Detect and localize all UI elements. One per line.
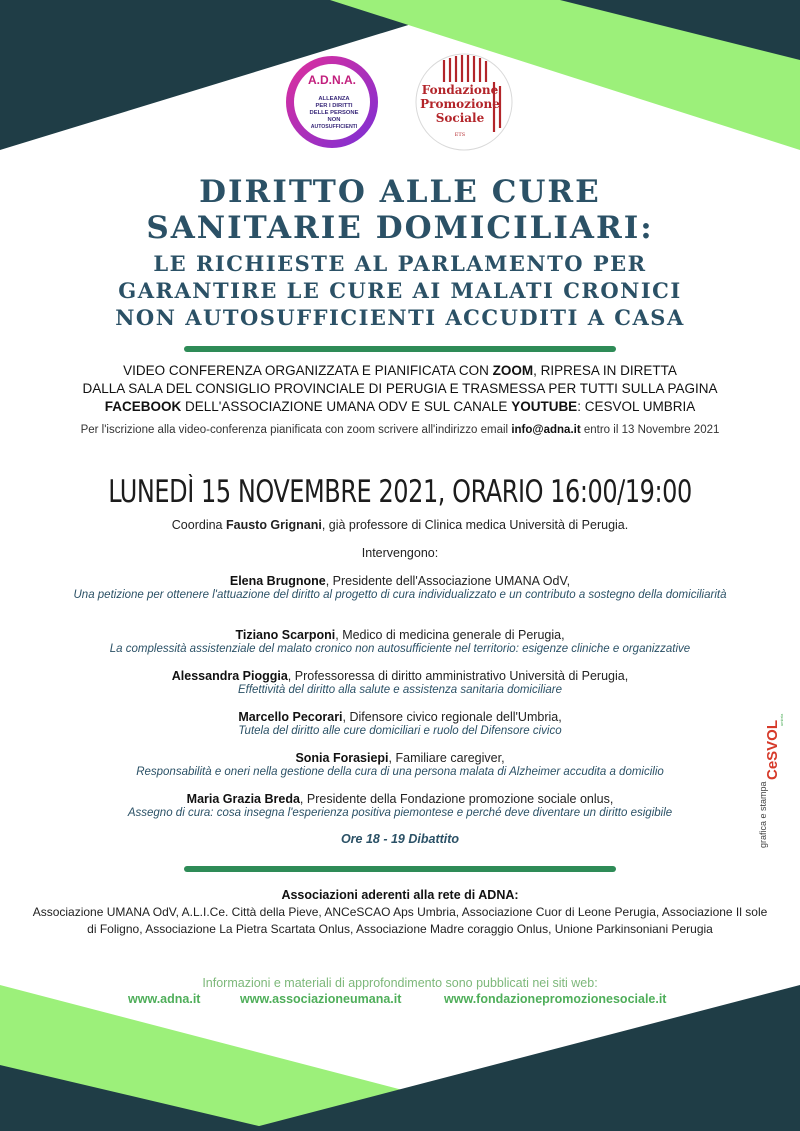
svg-text:NON: NON — [327, 117, 341, 123]
speaker: Sonia Forasiepi, Familiare caregiver, Responsabilità e oneri nella gestione della cura di una persona malata di Alzheimer accudita a domicilio — [136, 751, 664, 778]
info-note: Informazioni e materiali di approfondimento sono pubblicati nei siti web: — [202, 976, 598, 990]
adna-logo — [284, 54, 380, 150]
svg-text:Fondazione: Fondazione — [421, 83, 499, 97]
event-intro: VIDEO CONFERENZA ORGANIZZATA E PIANIFICATA CON ZOOM, RIPRESA IN DIRETTA DALLA SALA DEL CONSIGLIO PROVINCIALE DI PERUGIA E TRASMESSA PER TUTTI SULLA PAGINA FACEBOOK DELL'ASSOCIAZIONE UMANA ODV E SUL CANALE YOUTUBE: CESVOL UMBRIA — [82, 363, 718, 414]
svg-text:DELLE PERSONE: DELLE PERSONE — [309, 110, 359, 116]
svg-text:umbria: umbria — [779, 713, 784, 726]
speaker: Alessandra Pioggia, Professoressa di diritto amministrativo Università di Perugia, Effettività del diritto alla salute e assistenza sanitaria domiciliare — [171, 669, 629, 696]
svg-text:ALLEANZA: ALLEANZA — [318, 96, 350, 102]
divider-bottom — [184, 866, 616, 872]
print-credit — [728, 713, 788, 850]
svg-text:AUTOSUFFICIENTI: AUTOSUFFICIENTI — [310, 124, 358, 130]
svg-text:PER I DIRITTI: PER I DIRITTI — [315, 103, 353, 109]
debate-time: Ore 18 - 19 Dibattito — [340, 832, 460, 846]
interventions-label: Intervengono: — [361, 546, 439, 560]
speaker: Marcello Pecorari, Difensore civico regionale dell'Umbria, Tutela del diritto alle cure domiciliari e ruolo del Difensore civico — [238, 710, 562, 737]
email-link[interactable]: info@adna.it — [511, 424, 581, 436]
speaker: Tiziano Scarponi, Medico di medicina generale di Perugia, La complessità assistenziale del malato cronico non autosufficiente nel territorio: esigenze cliniche e organizzative — [109, 628, 691, 655]
associations-title: Associazioni aderenti alla rete di ADNA: — [281, 888, 519, 902]
speaker: Elena Brugnone, Presidente dell'Associazione UMANA OdV, Una petizione per ottenere l'attuazione del diritto al progetto di cura individualizzato e un contributo a sostegno della domiciliarità — [73, 574, 727, 601]
coordinator: Coordina Fausto Grignani, già professore di Clinica medica Università di Perugia. — [171, 518, 629, 532]
speaker: Maria Grazia Breda, Presidente della Fondazione promozione sociale onlus, Assegno di cura: cosa insegna l'esperienza positiva piemontese e perché deve diventare un diritto esigibile — [127, 792, 673, 819]
svg-text:ETS: ETS — [454, 132, 466, 138]
website-link-umana[interactable]: www.associazioneumana.it — [240, 992, 402, 1006]
main-title: DIRITTO ALLE CURE SANITARIE DOMICILIARI: — [146, 174, 654, 246]
registration-note: Per l'iscrizione alla video-conferenza pianificata con zoom scrivere all'indirizzo email info@adna.it entro il 13 Novembre 2021 — [80, 424, 720, 436]
fondazione-promozione-sociale-logo — [414, 52, 514, 152]
associations-list: Associazione UMANA OdV, A.L.I.Ce. Città della Pieve, ANCeSCAO Aps Umbria, Associazione Cuor di Leone Perugia, Associazione Il sole di Foligno, Associazione La Pietra Scartata Onlus, Associazione Madre coraggio Onlus, Unione Parkinsoniani Perugia — [32, 905, 768, 936]
cesvol-logo: CeSVOL — [764, 719, 781, 780]
event-date: LUNEDÌ 15 NOVEMBRE 2021, ORARIO 16:00/19:00 — [108, 474, 692, 510]
adna-acronym: A.D.N.A. — [308, 73, 356, 87]
svg-text:Sociale: Sociale — [435, 111, 485, 125]
svg-text:grafica e stampa: grafica e stampa — [758, 781, 768, 848]
svg-text:Promozione: Promozione — [420, 97, 500, 111]
website-link-adna[interactable]: www.adna.it — [128, 992, 201, 1006]
subtitle: LE RICHIESTE AL PARLAMENTO PER GARANTIRE LE CURE AI MALATI CRONICI NON AUTOSUFFICIENTI ACCUDITI A CASA — [115, 251, 685, 330]
divider-top — [184, 346, 616, 352]
website-link-fps[interactable]: www.fondazionepromozionesociale.it — [444, 992, 667, 1006]
